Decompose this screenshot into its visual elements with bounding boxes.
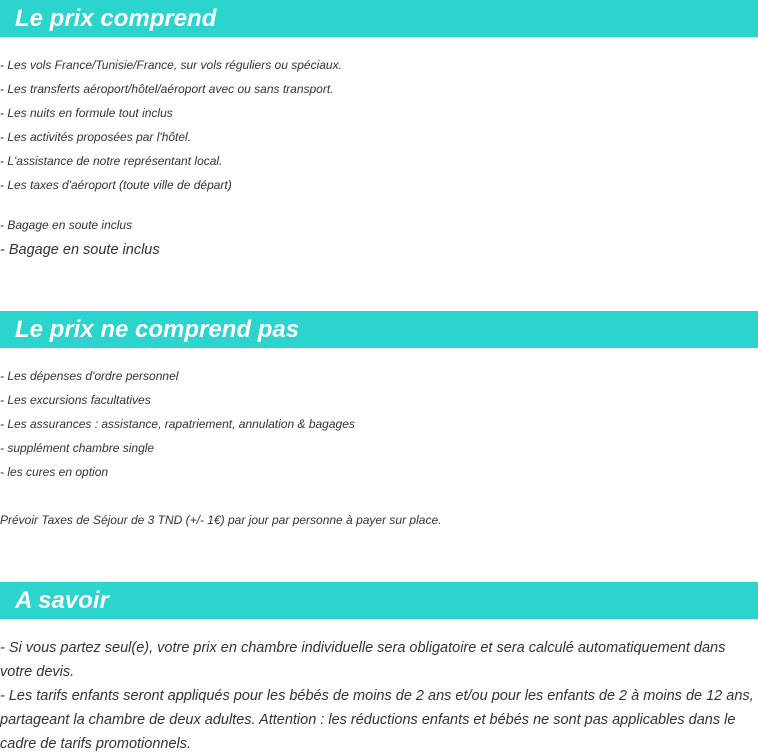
taxes-note: Prévoir Taxes de Séjour de 3 TND (+/- 1€) par jour par personne à payer sur place.: [0, 513, 442, 527]
list-item: - Bagage en soute inclus: [0, 218, 133, 232]
list-item: - Les nuits en formule tout inclus: [0, 106, 173, 120]
list-item: - supplément chambre single: [0, 441, 155, 455]
section-header-prix-comprend: Le prix comprend: [0, 0, 758, 37]
list-item: - les cures en option: [0, 465, 109, 479]
list-item: - Les transferts aéroport/hôtel/aéroport avec ou sans transport.: [0, 82, 334, 96]
list-item: - Les activités proposées par l'hôtel.: [0, 130, 192, 144]
section-header-prix-ne-comprend-pas: Le prix ne comprend pas: [0, 311, 758, 348]
info-paragraph-children-rates: - Les tarifs enfants seront appliqués pour les bébés de moins de 2 ans et/ou pour les enfants de 2 à moins de 12 ans, partageant la chambre de deux adultes. Attention : les réductions enfants et bébés ne sont pas applicables dans le cadre de tarifs promotionnels.: [0, 688, 754, 752]
list-item: - Les assurances : assistance, rapatriement, annulation & bagages: [0, 417, 355, 431]
info-paragraph-single: - Si vous partez seul(e), votre prix en chambre individuelle sera obligatoire et sera calculé automatiquement dans votre devis.: [0, 640, 726, 680]
list-item-large: - Bagage en soute inclus: [0, 242, 160, 258]
list-item: - Les excursions facultatives: [0, 393, 151, 407]
list-item: - Les vols France/Tunisie/France, sur vols réguliers ou spéciaux.: [0, 58, 342, 72]
list-item: - Les taxes d'aéroport (toute ville de départ): [0, 178, 232, 192]
list-item: - Les dépenses d'ordre personnel: [0, 369, 179, 383]
section-header-a-savoir: A savoir: [0, 582, 758, 619]
list-item: - L'assistance de notre représentant local.: [0, 154, 223, 168]
